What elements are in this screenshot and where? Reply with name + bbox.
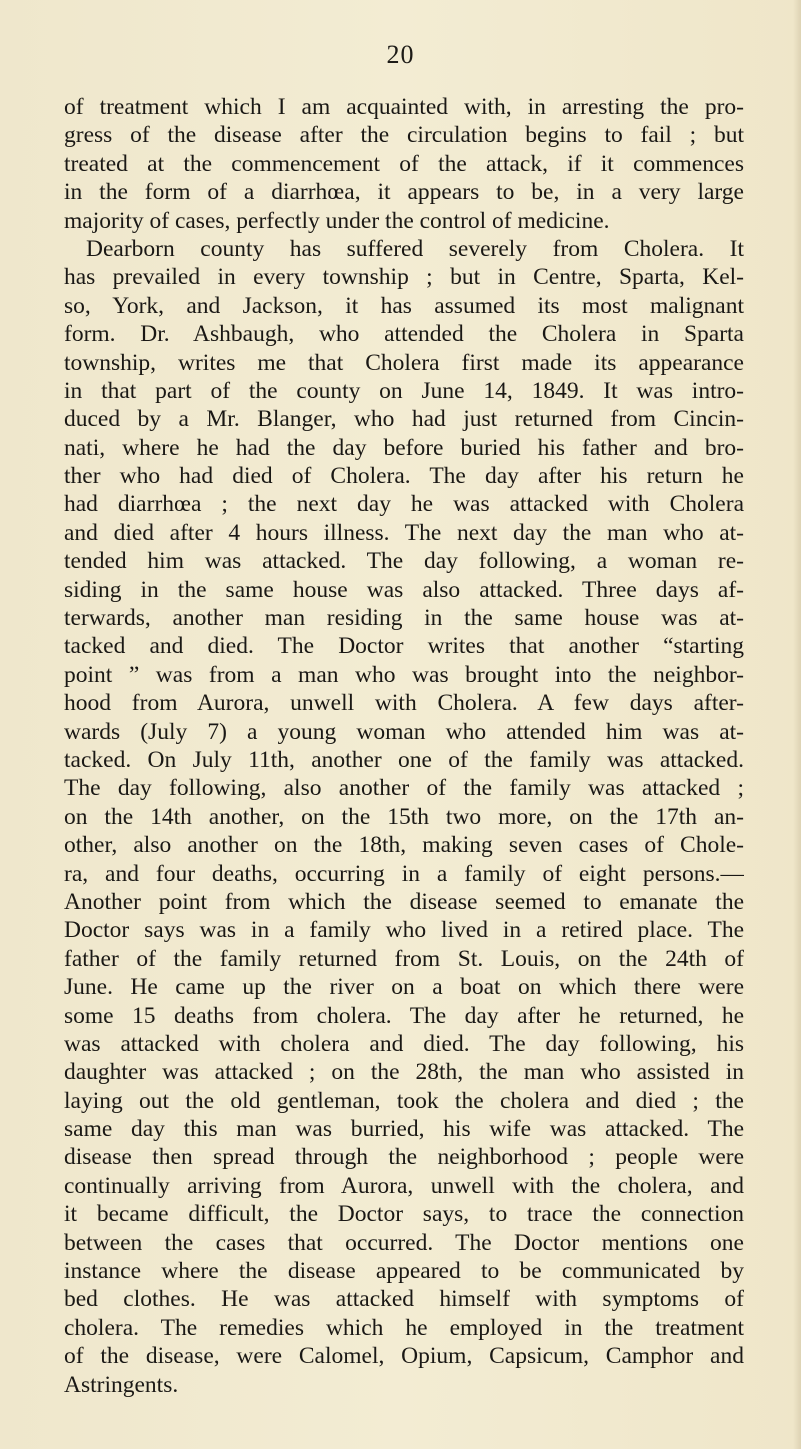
text-line: same day this man was burried, his wife was attacked. The <box>64 1116 744 1143</box>
text-line: continually arriving from Aurora, unwell with the cholera, and <box>64 1172 744 1199</box>
text-line: disease then spread through the neighborhood ; people were <box>64 1144 744 1171</box>
text-line: in the form of a diarrhœa, it appears to be, in a very large <box>64 179 744 206</box>
text-line: some 15 deaths from cholera. The day after he returned, he <box>64 1002 744 1029</box>
text-line: treated at the commencement of the attack, if it commences <box>64 150 744 177</box>
text-line: tended him was attacked. The day following, a woman re- <box>64 548 744 575</box>
text-line: instance where the disease appeared to be communicated by <box>64 1258 744 1285</box>
text-line: had diarrhœa ; the next day he was attacked with Cholera <box>64 491 744 518</box>
text-line: was attacked with cholera and died. The day following, his <box>64 1030 744 1057</box>
text-line: wards (July 7) a young woman who attended him was at- <box>64 718 744 745</box>
text-line: The day following, also another of the family was attacked ; <box>64 775 744 802</box>
text-line: form. Dr. Ashbaugh, who attended the Cholera in Sparta <box>64 321 744 348</box>
text-line: ra, and four deaths, occurring in a family of eight persons.— <box>64 860 744 887</box>
text-line: father of the family returned from St. Louis, on the 24th of <box>64 945 744 972</box>
text-line: on the 14th another, on the 15th two more, on the 17th an- <box>64 803 744 830</box>
text-line: Another point from which the disease seemed to emanate the <box>64 888 744 915</box>
text-line: so, York, and Jackson, it has assumed its most malignant <box>64 292 744 319</box>
body-text <box>64 93 744 1399</box>
text-line: duced by a Mr. Blanger, who had just returned from Cincin- <box>64 406 744 433</box>
text-line: nati, where he had the day before buried his father and bro- <box>64 434 744 461</box>
text-line: Dearborn county has suffered severely from Cholera. It <box>86 235 744 262</box>
text-line: laying out the old gentleman, took the cholera and died ; the <box>64 1087 744 1114</box>
text-line: has prevailed in every township ; but in Centre, Sparta, Kel- <box>64 264 744 291</box>
text-line: cholera. The remedies which he employed in the treatment <box>64 1314 744 1341</box>
text-line: terwards, another man residing in the same house was at- <box>64 605 744 632</box>
page-number: 20 <box>386 40 415 69</box>
text-line: it became difficult, the Doctor says, to trace the connection <box>64 1201 744 1228</box>
text-line: of the disease, were Calomel, Opium, Capsicum, Camphor and <box>64 1343 744 1370</box>
text-line: and died after 4 hours illness. The next day the man who at- <box>64 519 744 546</box>
text-line: majority of cases, perfectly under the control of medicine. <box>64 207 610 234</box>
text-line: of treatment which I am acquainted with, in arresting the pro- <box>64 94 744 120</box>
text-line: tacked. On July 11th, another one of the family was attacked. <box>64 746 744 773</box>
text-line: township, writes me that Cholera first made its appearance <box>64 349 744 376</box>
text-line: siding in the same house was also attacked. Three days af- <box>64 576 744 603</box>
text-line: tacked and died. The Doctor writes that another “starting <box>64 633 744 660</box>
text-line: hood from Aurora, unwell with Cholera. A few days after- <box>64 690 744 717</box>
text-line: between the cases that occurred. The Doctor mentions one <box>64 1229 744 1256</box>
text-line: Doctor says was in a family who lived in a retired place. The <box>64 917 744 944</box>
text-line: daughter was attacked ; on the 28th, the man who assisted in <box>64 1059 744 1086</box>
text-line: bed clothes. He was attacked himself with symptoms of <box>64 1286 744 1313</box>
page-edge-shadow <box>793 0 801 1449</box>
text-line: ther who had died of Cholera. The day after his return he <box>64 463 744 490</box>
text-line: other, also another on the 18th, making seven cases of Chole- <box>64 832 744 859</box>
text-line: gress of the disease after the circulation begins to fail ; but <box>64 122 744 149</box>
text-line: June. He came up the river on a boat on which there were <box>64 974 744 1001</box>
text-line: Astringents. <box>64 1371 179 1398</box>
text-line: point ” was from a man who was brought into the neighbor- <box>64 661 744 688</box>
text-line: in that part of the county on June 14, 1849. It was intro- <box>64 377 744 404</box>
